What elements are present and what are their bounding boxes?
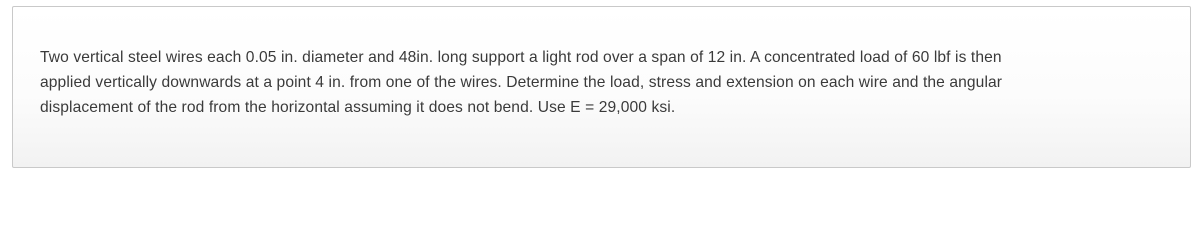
problem-line-2: applied vertically downwards at a point 4 in. from one of the wires. Determine the load, stress and extension on each wire and the angular — [40, 74, 1003, 91]
problem-statement — [40, 45, 1175, 120]
problem-line-1: Two vertical steel wires each 0.05 in. diameter and 48in. long support a light rod over a span of 12 in. A concentrated load of 60 lbf is then — [40, 49, 1002, 66]
question-card — [12, 6, 1191, 168]
problem-line-3: displacement of the rod from the horizontal assuming it does not bend. Use E = 29,000 ksi. — [40, 99, 676, 116]
